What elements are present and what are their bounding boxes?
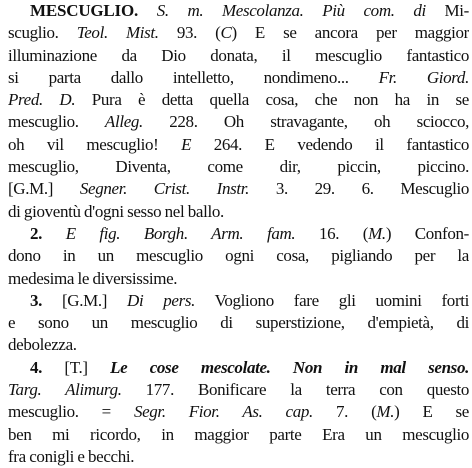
- sense-number: 3.: [30, 290, 43, 310]
- sense-2-line: [8, 245, 469, 267]
- sense-4-line: [8, 379, 469, 401]
- sense-2-line: [8, 268, 469, 290]
- entry-line: [8, 156, 469, 178]
- entry-line: [8, 0, 469, 22]
- text-run: 93. (: [158, 23, 221, 43]
- text-run: ben mi ricordo, in maggior parte Era un mescuglio: [8, 424, 469, 444]
- text-run: M.: [376, 402, 395, 422]
- text-run: medesima le diversissime.: [8, 268, 178, 288]
- text-run: Pred. D.: [8, 90, 76, 110]
- text-run: di gioventù d'ogni sesso nel ballo.: [8, 201, 224, 221]
- text-run: mescuglio. =: [8, 402, 134, 422]
- text-run: 7. (: [312, 402, 377, 422]
- text-run: dono in un mescuglio ogni cosa, pigliando per la: [8, 246, 469, 266]
- text-run: Teol. Mist.: [76, 23, 159, 43]
- text-run: S. m. Mescolanza. Più com. di: [138, 1, 426, 20]
- text-run: Targ. Alimurg.: [8, 380, 122, 400]
- entry-line: [8, 178, 469, 200]
- text-run: ) E se ancora per maggior: [231, 23, 469, 43]
- text-run: debolezza.: [8, 335, 77, 355]
- sense-2-line: [8, 223, 469, 245]
- sense-3-line: [8, 334, 469, 356]
- text-run: Segner. Crist. Instr.: [79, 179, 250, 199]
- entry-line: [8, 22, 469, 44]
- sense-3-line: [8, 312, 469, 334]
- entry-line: [8, 89, 469, 111]
- sense-4-line: [8, 446, 469, 468]
- text-run: C: [220, 23, 232, 43]
- text-run: si parta dallo intelletto, nondimeno...: [8, 67, 379, 87]
- sense-4-line: [8, 401, 469, 423]
- entry-line: [8, 67, 469, 89]
- text-run: e sono un mescuglio di superstizione, d'empietà, di: [8, 313, 469, 333]
- text-run: E fig. Borgh. Arm. fam.: [42, 223, 296, 243]
- text-run: Mi-: [425, 1, 469, 20]
- text-run: 16. (: [295, 223, 369, 243]
- text-run: [T.]: [42, 357, 111, 377]
- text-run: mescuglio.: [8, 112, 105, 132]
- text-run: ) E se: [394, 402, 469, 422]
- text-run: E: [181, 134, 192, 154]
- entry-line: [8, 201, 469, 223]
- text-run: Segr. Fior. As. cap.: [133, 402, 313, 422]
- headword: MESCUGLIO.: [30, 1, 139, 20]
- entry-line: [8, 111, 469, 133]
- text-run: ) Confon-: [385, 223, 469, 243]
- text-run: M.: [368, 223, 386, 243]
- text-run: Di pers.: [127, 290, 196, 310]
- text-run: illuminazione da Dio donata, il mescuglio fantastico: [8, 45, 469, 65]
- text-run: oh vil mescuglio!: [8, 134, 182, 154]
- text-run: 228. Oh stravagante, oh sciocco,: [142, 112, 469, 132]
- text-run: [G.M.]: [42, 290, 128, 310]
- text-run: scuglio.: [8, 23, 77, 43]
- text-run: 264. E vedendo il fantastico: [191, 134, 469, 154]
- text-run: fra conigli e becchi.: [8, 446, 135, 466]
- text-run: Alleg.: [104, 112, 143, 132]
- text-run: mescuglio, Diventa, come dir, piccin, piccino.: [8, 157, 469, 177]
- sense-number: 4.: [30, 357, 43, 377]
- sense-number: 2.: [30, 223, 43, 243]
- text-run: Le cose mescolate. Non in mal senso.: [110, 357, 469, 377]
- sense-4-line: [8, 424, 469, 446]
- entry-line: [8, 134, 469, 156]
- text-run: [G.M.]: [8, 179, 80, 199]
- text-run: Vogliono fare gli uomini forti: [195, 290, 469, 310]
- text-run: Pura è detta quella cosa, che non ha in se: [75, 90, 469, 110]
- sense-3-line: [8, 290, 469, 312]
- sense-4-line: [8, 357, 469, 379]
- text-run: Fr. Giord.: [378, 67, 469, 87]
- text-run: 3. 29. 6. Mescuglio: [249, 179, 469, 199]
- text-run: 177. Bonificare la terra con questo: [121, 380, 469, 400]
- entry-line: [8, 45, 469, 67]
